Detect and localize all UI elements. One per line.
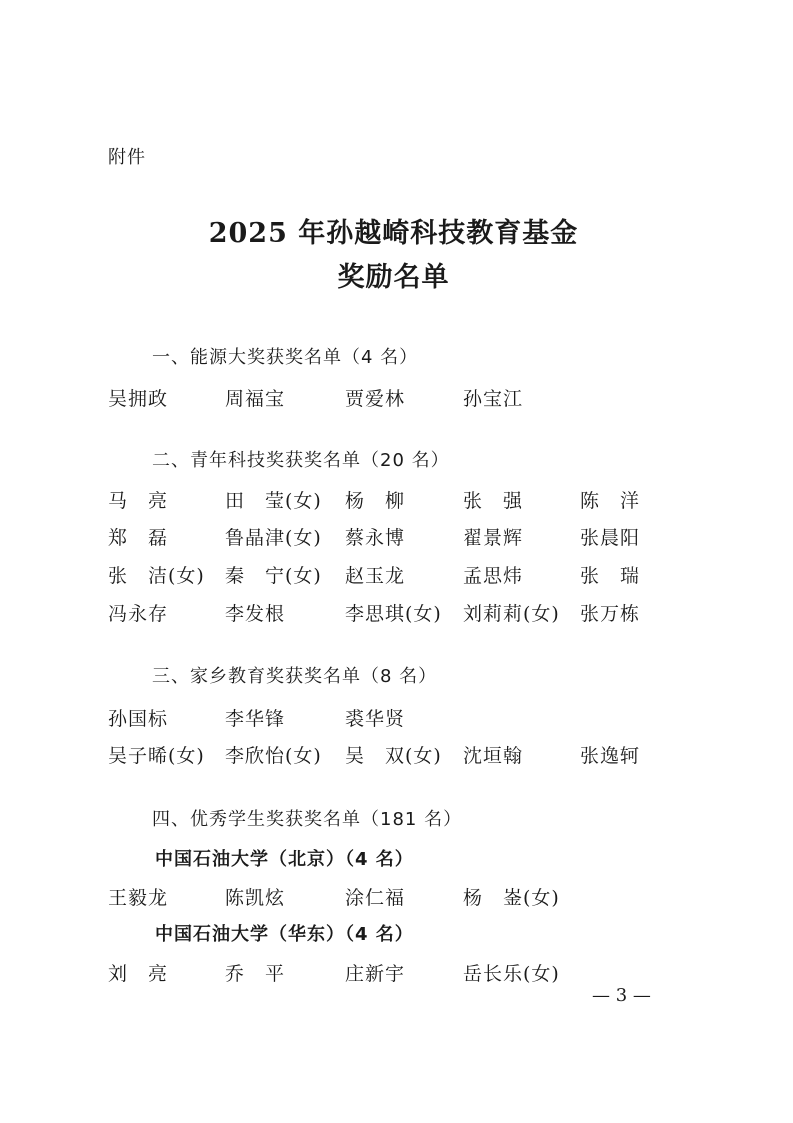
section-heading-youth-tech-award: 二、青年科技奖获奖名单（20 名） xyxy=(152,450,450,471)
awardee-name: 乔 平 xyxy=(225,963,286,985)
awardee-name: 刘 亮 xyxy=(108,963,169,985)
name-row xyxy=(108,599,668,625)
awardee-name: 张晨阳 xyxy=(580,527,641,549)
name-row xyxy=(108,741,668,767)
awardee-name: 翟景辉 xyxy=(463,527,524,549)
awardee-name: 裘华贤 xyxy=(345,708,406,730)
name-row xyxy=(108,561,668,587)
document-title-line-1: 2025 年孙越崎科技教育基金 xyxy=(208,218,579,249)
name-row xyxy=(108,384,668,410)
awardee-name: 赵玉龙 xyxy=(345,565,406,587)
awardee-name: 鲁晶津(女) xyxy=(225,527,322,549)
awardee-name: 郑 磊 xyxy=(108,527,169,549)
name-row xyxy=(108,704,668,730)
awardee-name: 岳长乐(女) xyxy=(463,963,560,985)
awardee-name: 孙宝江 xyxy=(463,388,524,410)
awardee-name: 田 莹(女) xyxy=(225,490,322,512)
awardee-name: 沈垣翰 xyxy=(463,745,524,767)
name-row xyxy=(108,486,668,512)
awardee-name: 杨 崟(女) xyxy=(463,887,560,909)
awardee-name: 蔡永博 xyxy=(345,527,406,549)
awardee-name: 陈凯炫 xyxy=(225,887,286,909)
name-row xyxy=(108,883,668,909)
section-heading-hometown-education-award: 三、家乡教育奖获奖名单（8 名） xyxy=(152,666,438,687)
awardee-name: 李思琪(女) xyxy=(345,603,442,625)
awardee-name: 秦 宁(女) xyxy=(225,565,322,587)
document-title-line-2: 奖励名单 xyxy=(337,262,450,293)
awardee-name: 李欣怡(女) xyxy=(225,745,322,767)
awardee-name: 涂仁福 xyxy=(345,887,406,909)
awardee-name: 陈 洋 xyxy=(580,490,641,512)
page-number: — 3 — xyxy=(592,985,651,1006)
awardee-name: 张 瑞 xyxy=(580,565,641,587)
awardee-name: 吴子晞(女) xyxy=(108,745,205,767)
subsection-heading-cup-east-china: 中国石油大学（华东）（4 名） xyxy=(155,924,414,945)
awardee-name: 冯永存 xyxy=(108,603,169,625)
awardee-name: 孙国标 xyxy=(108,708,169,730)
awardee-name: 张万栋 xyxy=(580,603,641,625)
awardee-name: 吴拥政 xyxy=(108,388,169,410)
name-row xyxy=(108,959,668,985)
awardee-name: 孟思炜 xyxy=(463,565,524,587)
section-heading-outstanding-student-award: 四、优秀学生奖获奖名单（181 名） xyxy=(152,809,463,830)
awardee-name: 张 洁(女) xyxy=(108,565,205,587)
awardee-name: 周福宝 xyxy=(225,388,286,410)
section-heading-energy-award: 一、能源大奖获奖名单（4 名） xyxy=(152,347,419,368)
awardee-name: 李发根 xyxy=(225,603,286,625)
awardee-name: 王毅龙 xyxy=(108,887,169,909)
awardee-name: 李华锋 xyxy=(225,708,286,730)
awardee-name: 马 亮 xyxy=(108,490,169,512)
awardee-name: 刘莉莉(女) xyxy=(463,603,560,625)
awardee-name: 贾爱林 xyxy=(345,388,406,410)
awardee-name: 张逸轲 xyxy=(580,745,641,767)
attachment-label: 附件 xyxy=(108,147,146,168)
subsection-heading-cup-beijing: 中国石油大学（北京）（4 名） xyxy=(155,849,414,870)
awardee-name: 庄新宇 xyxy=(345,963,406,985)
name-row xyxy=(108,523,668,549)
awardee-name: 张 强 xyxy=(463,490,524,512)
awardee-name: 吴 双(女) xyxy=(345,745,442,767)
awardee-name: 杨 柳 xyxy=(345,490,406,512)
